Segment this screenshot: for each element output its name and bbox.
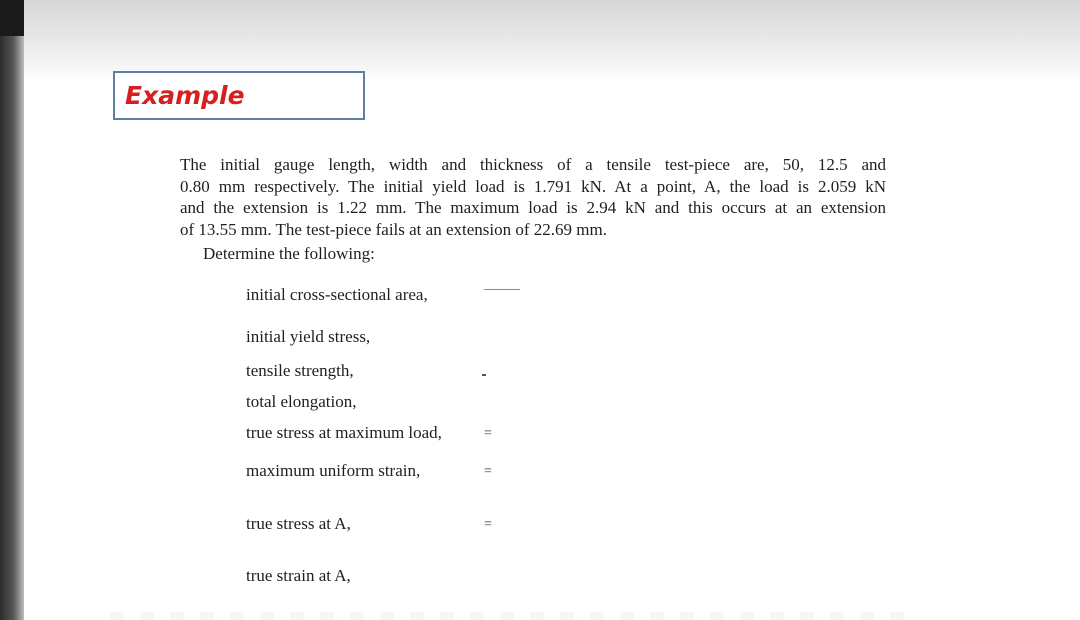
determine-prompt: Determine the following:: [203, 244, 375, 263]
equals-sign: =: [484, 426, 492, 441]
example-heading-box: [113, 71, 365, 120]
problem-statement: [180, 154, 886, 240]
stray-mark: [484, 289, 520, 290]
item-tensile-strength: tensile strength,: [246, 361, 354, 380]
item-true-stress-at-a: true stress at A,: [246, 514, 351, 533]
left-screen-edge-top: [0, 0, 24, 36]
item-initial-cross-sectional-area: initial cross-sectional area,: [246, 285, 428, 304]
equals-sign: =: [484, 517, 492, 532]
problem-line: and the extension is 1.22 mm. The maximum load is 2.94 kN and this occurs at an extension: [180, 198, 886, 217]
item-maximum-uniform-strain: maximum uniform strain,: [246, 461, 421, 480]
top-shadow: [0, 0, 1080, 80]
item-total-elongation: total elongation,: [246, 392, 357, 411]
problem-line: of 13.55 mm. The test-piece fails at an extension of 22.69 mm.: [180, 219, 607, 239]
item-true-stress-at-maximum-load: true stress at maximum load,: [246, 423, 442, 442]
faint-bleed-through-text: [110, 612, 910, 620]
item-initial-yield-stress: initial yield stress,: [246, 327, 371, 346]
stray-mark: [482, 374, 486, 376]
problem-line: 0.80 mm respectively. The initial yield load is 1.791 kN. At a point, A, the load is 2.059 kN: [180, 176, 886, 196]
equals-sign: =: [484, 464, 492, 479]
item-true-strain-at-a: true strain at A,: [246, 566, 351, 585]
left-screen-edge: [0, 0, 24, 620]
problem-line: The initial gauge length, width and thickness of a tensile test-piece are, 50, 12.5 and: [180, 155, 886, 174]
example-heading: Example: [125, 81, 245, 110]
